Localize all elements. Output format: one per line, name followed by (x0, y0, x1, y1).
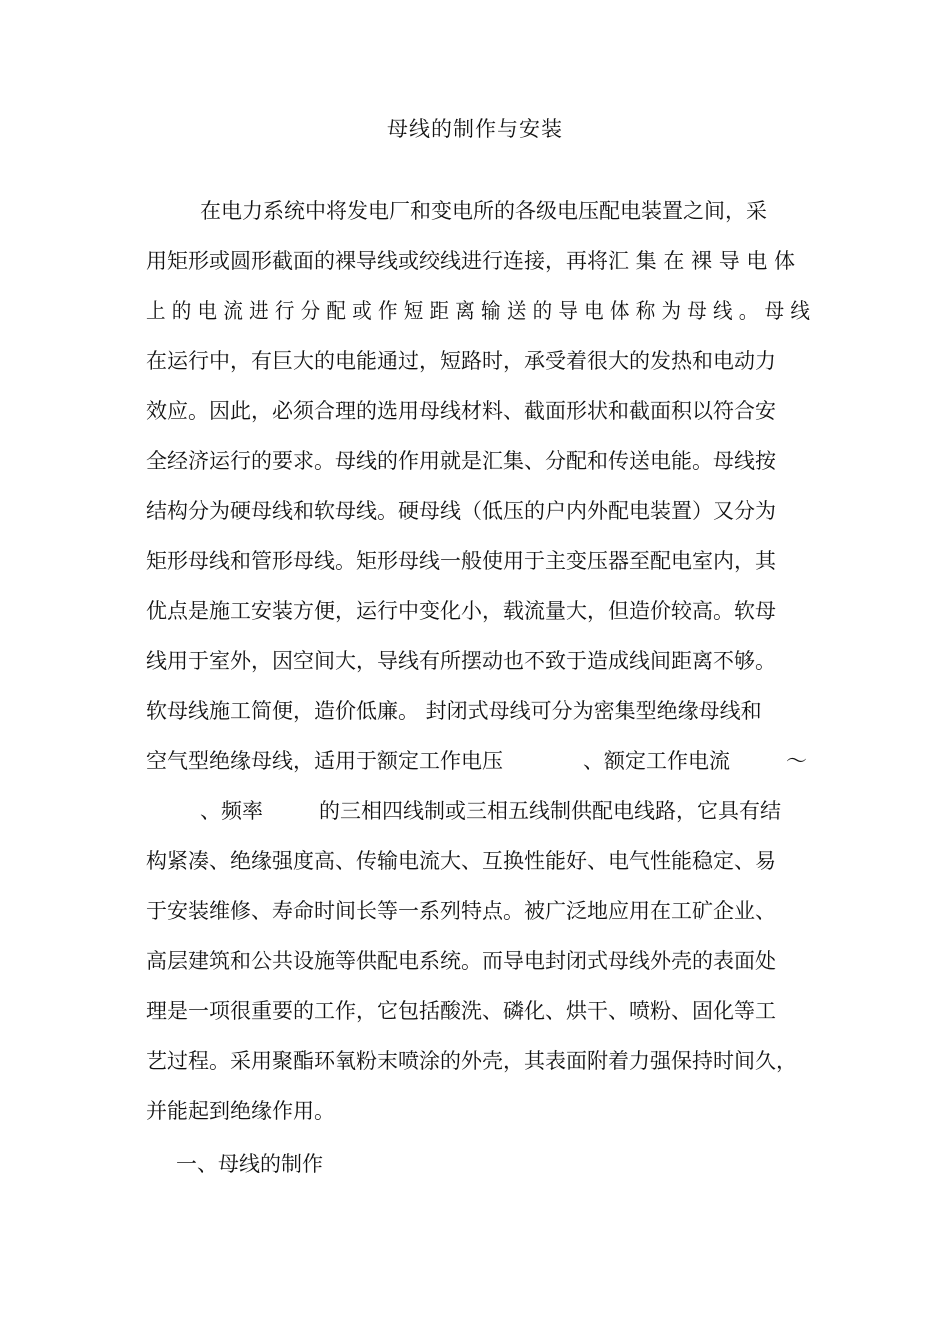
line-text: 理是一项很重要的工作，它包括酸洗、磷化、烘干、喷粉、固化等工 (146, 999, 776, 1023)
line-text: 全经济运行的要求。母线的作用就是汇集、分配和传送电能。母线按 (146, 449, 776, 473)
line-text: 效应。因此，必须合理的选用母线材料、截面形状和截面积以符合安 (146, 399, 776, 423)
line-text: 高层建筑和公共设施等供配电系统。而导电封闭式母线外壳的表面处 (146, 949, 776, 973)
paragraph-line (0, 443, 950, 479)
paragraph-line (0, 693, 950, 729)
paragraph-line (0, 543, 950, 579)
line-text: 于安装维修、寿命时间长等一系列特点。被广泛地应用在工矿企业、 (146, 899, 776, 923)
line-text: 、额定工作电流 (583, 749, 730, 773)
line-text: 在运行中，有巨大的电能通过，短路时，承受着很大的发热和电动力 (146, 349, 776, 373)
paragraph-line (0, 743, 950, 779)
paragraph-line (0, 493, 950, 529)
paragraph-line (0, 893, 950, 929)
paragraph-line (0, 393, 950, 429)
document-title: 母线的制作与安装 (387, 117, 563, 141)
line-text: 优点是施工安装方便，运行中变化小，载流量大，但造价较高。软母 (146, 599, 776, 623)
line-text: 上 的 电 流 进 行 分 配 或 作 短 距 离 输 送 的 导 电 体 称 为 母 线 。 母 线 (146, 299, 810, 323)
paragraph-line (0, 993, 950, 1029)
line-text: 用矩形或圆形截面的裸导线或绞线进行连接，再将汇 集 在 裸 导 电 体 (146, 249, 796, 273)
line-text: 艺过程。采用聚酯环氧粉末喷涂的外壳，其表面附着力强保持时间久， (146, 1049, 797, 1073)
line-text: 结构分为硬母线和软母线。硬母线（低压的户内外配电装置）又分为 (146, 499, 776, 523)
line-text: 矩形母线和管形母线。矩形母线一般使用于主变压器至配电室内，其 (146, 549, 776, 573)
line-text: 在电力系统中将发电厂和变电所的各级电压配电装置之间，采 (200, 199, 767, 223)
line-text: 并能起到绝缘作用。 (146, 1099, 335, 1123)
line-text: 空气型绝缘母线，适用于额定工作电压 (146, 749, 503, 773)
paragraph-line (0, 293, 950, 329)
paragraph-line (0, 193, 950, 229)
paragraph-line (0, 1093, 950, 1129)
line-text: 软母线施工简便，造价低廉。 封闭式母线可分为密集型绝缘母线和 (146, 699, 762, 723)
section-heading: 一、母线的制作 (176, 1152, 323, 1176)
paragraph-line (0, 593, 950, 629)
line-text: 构紧凑、绝缘强度高、传输电流大、互换性能好、电气性能稳定、易 (146, 849, 776, 873)
paragraph-line (0, 943, 950, 979)
line-text: 的三相四线制或三相五线制供配电线路，它具有结 (319, 799, 781, 823)
paragraph-line (0, 793, 950, 829)
paragraph-line (0, 643, 950, 679)
line-text: 线用于室外，因空间大，导线有所摆动也不致于造成线间距离不够。 (146, 649, 776, 673)
paragraph-line (0, 843, 950, 879)
line-text: ～ (786, 749, 807, 773)
paragraph-line (0, 343, 950, 379)
paragraph-line (0, 243, 950, 279)
paragraph-line (0, 1043, 950, 1079)
line-text: 、频率 (200, 799, 263, 823)
